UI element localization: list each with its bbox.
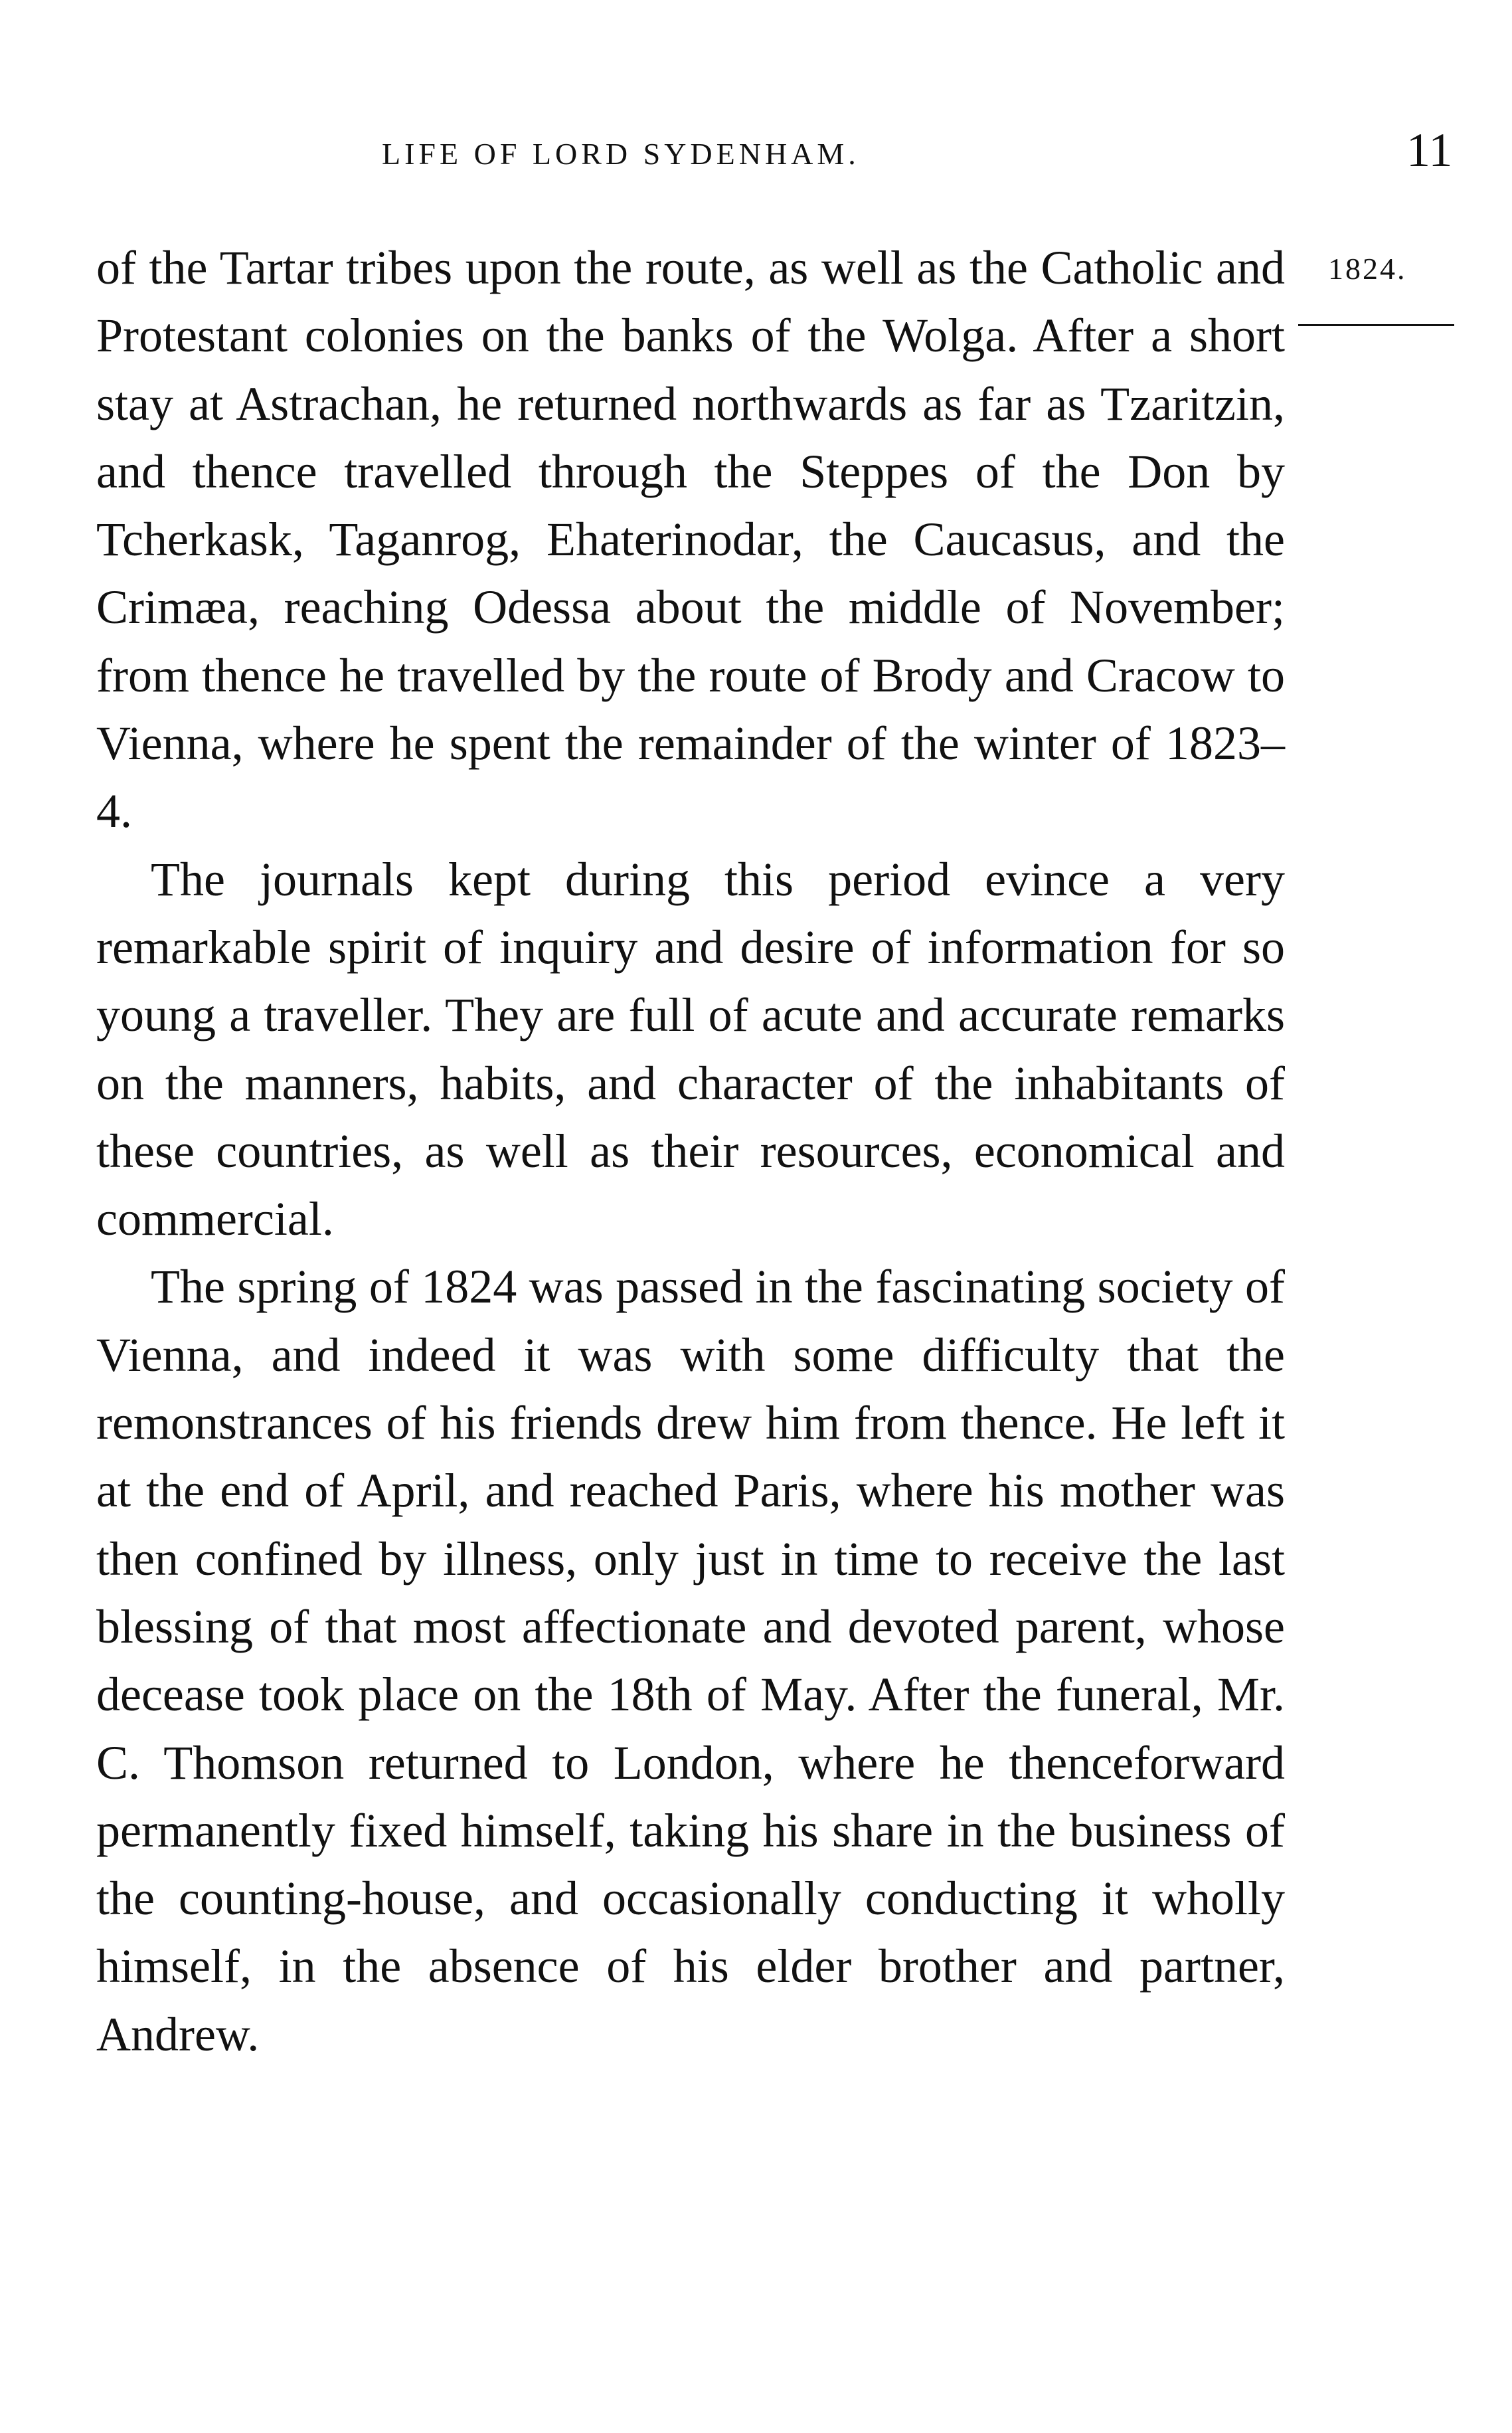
margin-rule <box>1298 324 1454 326</box>
paragraph-1: of the Tartar tribes upon the route, as well as the Catholic and Protestant colonies on the banks of the Wolga. After a short stay at Astrachan, he returned northwards as far as Tzaritzin, and thence travelled through the Steppes of the Don by Tcherkask, Taganrog, Ehaterinodar, the Caucasus, and the Crimæa, reaching Odessa about the middle of November; from thence he travelled by the route of Brody and Cracow to Vienna, where he spent the remainder of the winter of 1823–4. <box>96 241 1285 838</box>
paragraph-3: The spring of 1824 was passed in the fascinating society of Vienna, and indeed it was with some difficulty that the remonstrances of his friends drew him from thence. He left it at the end of April, and reached Paris, where his mother was then confined by illness, only just in time to receive the last blessing of that most affectionate and devoted parent, whose decease took place on the 18th of May. After the funeral, Mr. C. Thomson returned to London, where he thenceforward permanently fixed himself, taking his share in the business of the counting-house, and occasionally conducting it wholly himself, in the absence of his elder brother and partner, Andrew. <box>96 1260 1285 2061</box>
paragraph-2: The journals kept during this period evince a very remarkable spirit of inquiry and desire of information for so young a traveller. They are full of acute and accurate remarks on the manners, habits, and character of the inhabitants of these countries, as well as their resources, economical and commercial. <box>96 852 1285 1246</box>
page-number: 11 <box>1406 124 1453 177</box>
margin-year: 1824. <box>1328 252 1407 286</box>
body-text <box>96 234 1285 2068</box>
running-head: LIFE OF LORD SYDENHAM. <box>382 137 860 171</box>
